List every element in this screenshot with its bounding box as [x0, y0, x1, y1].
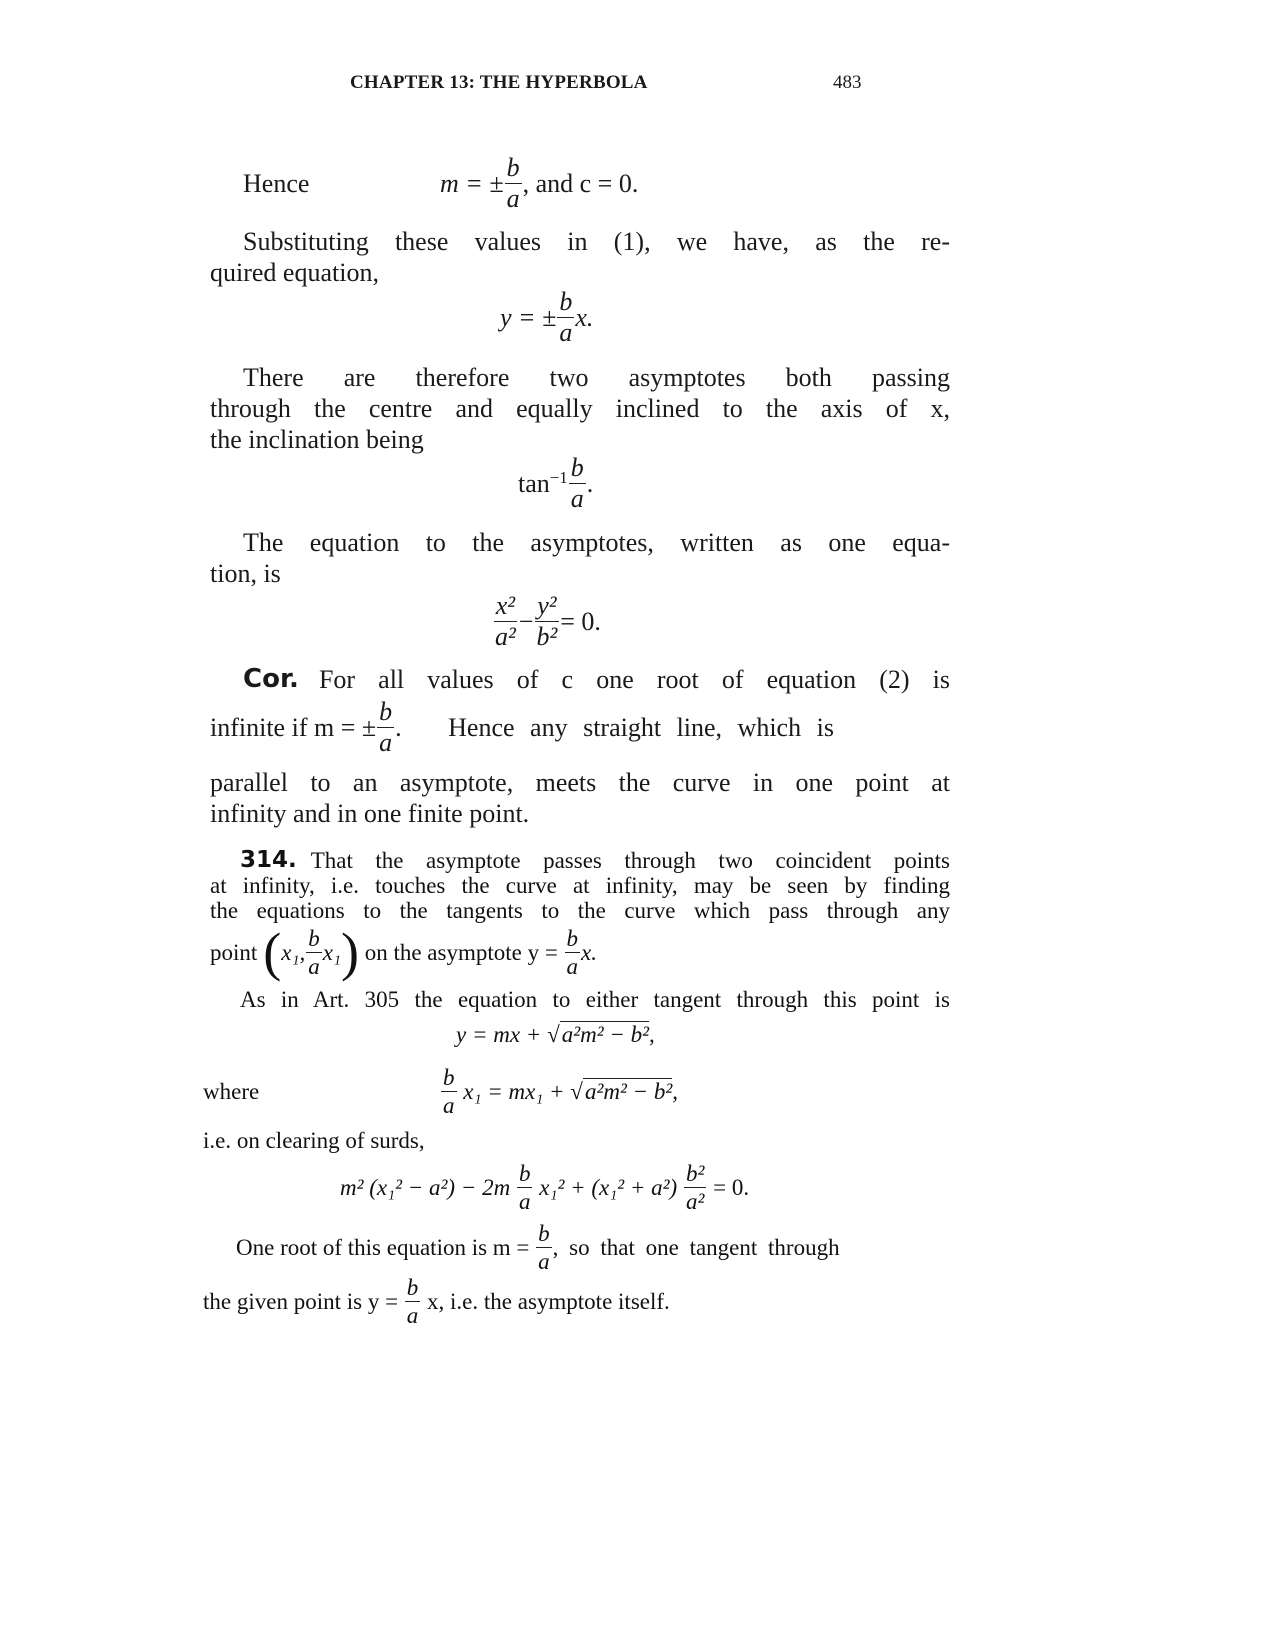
article-314: 314. That the asymptote passes through two coincident points at infinity, i.e. touches the curve at infinity, may be seen by finding the equations to the tangents to the curve which pass through any point ( x₁, $\frac{b}{a}$ x₁ ) on the asymptote y = $\frac{b}{a}$ x. As in Art. 305 the equation to either tangent through this point is — [210, 847, 950, 1012]
page-number: 483 — [833, 72, 862, 93]
point-line: point ( x₁, $\frac{b}{a}$ x₁ ) on the asymptote y = $\frac{b}{a}$ x. — [210, 922, 598, 982]
paragraph-one-equation: The equation to the asymptotes, written as one equa- tion, is — [210, 528, 950, 588]
paragraph-substituting: Substituting these values in (1), we have, as the re- quired equation, — [210, 227, 950, 287]
corollary: Cor. For all values of c one root of equation (2) is infinite if m = ± $\frac{b}{a}$ . Hence any straight line, which is parallel to an asymptote, meets the curve in one point at infinity and in one finite point. — [210, 664, 950, 828]
hence-lhs: m = ± — [440, 168, 504, 198]
hence-rest: , and c = 0. — [522, 168, 639, 198]
where-label: where — [203, 1079, 260, 1104]
paragraph-two-asymptotes: There are therefore two asymptotes both passing through the centre and equally inclined to the axis of x, the inclination being — [210, 363, 950, 454]
hence-label: Hence — [243, 169, 310, 198]
article-number: 314. — [240, 847, 297, 873]
equation-asymptotes-combined: $\frac{\text{x²}}{\text{a²}}$ − $\frac{\text{y²}}{\text{b²}}$ = 0. — [495, 590, 601, 651]
equation-asymptote-lines: y = ± $\frac{b}{a}$ x. — [500, 286, 594, 347]
cor-label: Cor. — [243, 664, 299, 694]
fraction-b-over-a: $\frac{b}{a}$ — [506, 152, 520, 213]
hence-equation — [440, 150, 638, 216]
equation-quadratic-m: m² (x₁² − a²) − 2m $\frac{b}{a}$ x₁² + (x₁² + a²) $\frac{\text{b²}}{\text{a²}}$ = 0. — [340, 1160, 750, 1214]
clearing-surds: i.e. on clearing of surds, — [203, 1128, 425, 1153]
running-header: CHAPTER 13: THE HYPERBOLA — [350, 72, 648, 93]
equation-inclination: tan $^{-1}$ $\frac{b}{a}$ . — [518, 452, 594, 513]
given-point-line: the given point is y = $\frac{b}{a}$ x, i.e. the asymptote itself. — [203, 1274, 670, 1328]
one-root-line: One root of this equation is m = $\frac{b}{a}$ , so that one tangent through — [236, 1220, 840, 1274]
equation-through-point: $\frac{b}{a}$ x₁ = mx₁ + √ a²m² − b² , — [443, 1064, 679, 1118]
equation-tangent: y = mx + √a²m² − b², — [456, 1022, 655, 1047]
